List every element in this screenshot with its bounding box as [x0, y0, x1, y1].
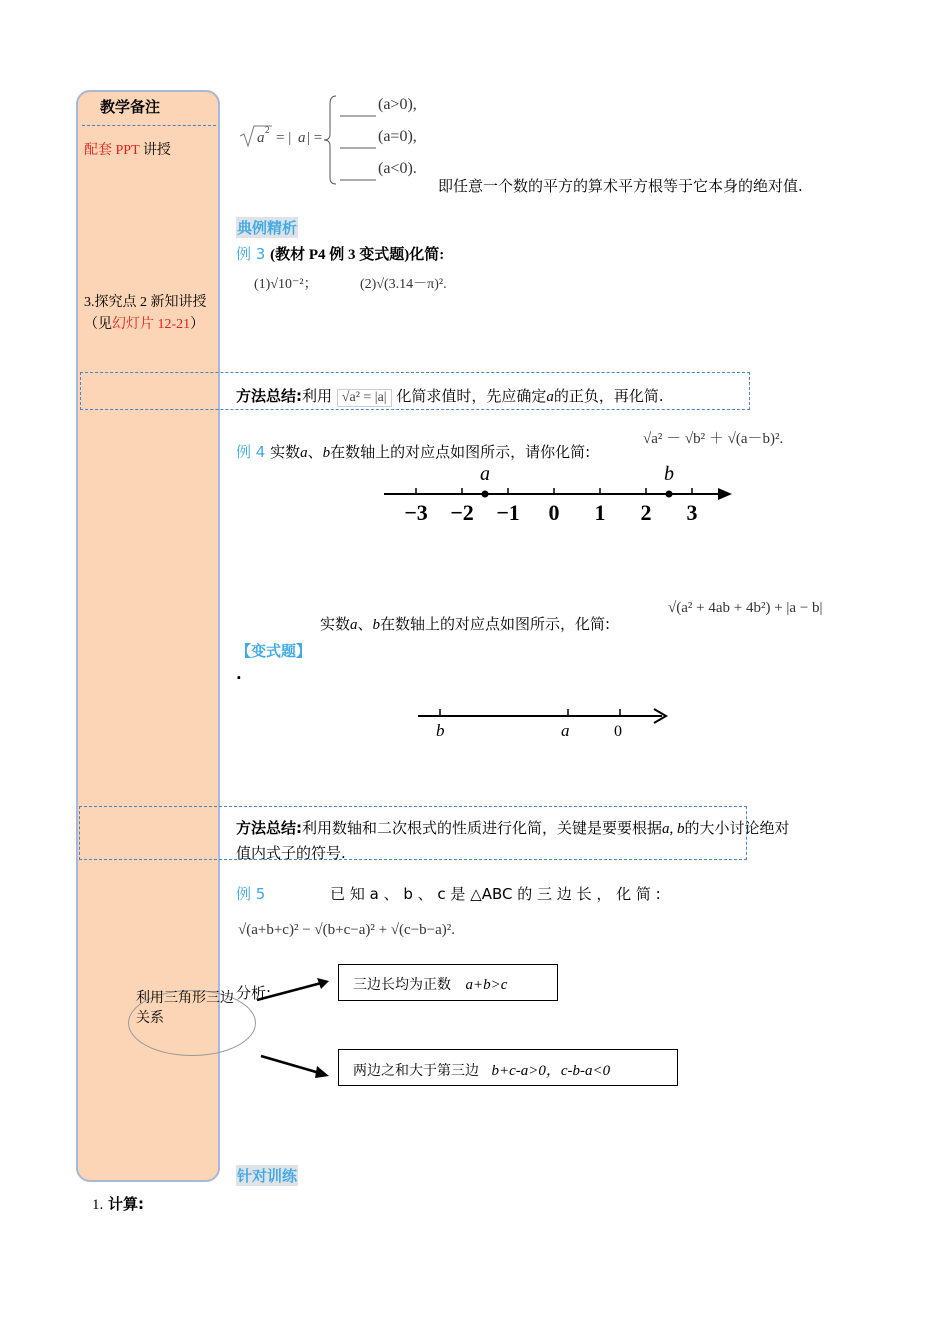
- box-2-expr: b+c-a>0，c-b-a<0: [491, 1063, 611, 1079]
- tick-label-2: 2: [640, 500, 652, 525]
- variant-expression: √(a² + 4ab + 4b²) + |a − b|: [668, 600, 823, 616]
- analysis-arrows: [255, 970, 345, 1090]
- case-1: (a>0),: [378, 96, 417, 113]
- box-1-text: 三边长均为正数: [353, 977, 451, 993]
- method-1-post: 化简求值时，先应确定: [396, 387, 547, 405]
- step-title: 3.探究点 2 新知讲授: [84, 295, 207, 310]
- abs-value-formula: [238, 92, 498, 188]
- bubble-text: 利用三角形三边关系: [136, 990, 234, 1026]
- section-example-header: 典例精析: [237, 219, 298, 237]
- number-line-2: [410, 700, 680, 750]
- analysis-box-2: [338, 1049, 678, 1086]
- method-1-var: a: [546, 389, 554, 405]
- case-3: (a<0).: [378, 160, 417, 177]
- example-3-part-1: (1)√10⁻²；: [254, 277, 318, 292]
- method-2-vars: a, b: [662, 821, 685, 837]
- section-training-header: 针对训练: [237, 1167, 298, 1185]
- label-zero: 0: [614, 723, 622, 740]
- tick-label-3: 3: [686, 500, 698, 525]
- example-4-expression: √a² － √b² ＋ √(a－b)².: [643, 431, 784, 447]
- exercise-1: [92, 1193, 144, 1214]
- example-5-text: [236, 883, 852, 904]
- point-a: [482, 491, 489, 498]
- formula-svg: [238, 92, 498, 188]
- exercise-1-number: 1.: [92, 1197, 104, 1213]
- svg-text:a: a: [257, 130, 265, 146]
- example-4-sep: 、: [307, 443, 323, 461]
- variant-dot: .: [236, 665, 242, 683]
- svg-text:a: a: [298, 130, 306, 146]
- sidebar-divider: [82, 125, 216, 126]
- formula-explanation: 即任意一个数的平方的算术平方根等于它本身的绝对值.: [438, 177, 803, 195]
- method-summary-1: [236, 385, 664, 407]
- sidebar-title: 教学备注: [100, 98, 161, 116]
- method-1-pre: 利用: [302, 387, 333, 405]
- tick-label--2: −2: [450, 500, 474, 525]
- ppt-suffix: 讲授: [139, 143, 171, 158]
- tick-label--3: −3: [404, 500, 428, 525]
- method-2-line2: 值内式子的符号.: [236, 844, 346, 862]
- example-3-title: [236, 243, 444, 264]
- analysis-box-1: [338, 964, 558, 1001]
- exercise-1-label: 计算:: [108, 1195, 145, 1213]
- variant-text: [320, 613, 610, 634]
- point-label-b: b: [664, 463, 674, 485]
- svg-text:= |: = |: [276, 130, 292, 146]
- example-4-label: 例 4: [236, 443, 266, 461]
- point-b: [666, 491, 673, 498]
- tick-label--1: −1: [496, 500, 520, 525]
- method-1-label: 方法总结:: [236, 387, 302, 405]
- example-3-heading: (教材 P4 例 3 变式题)化简:: [270, 247, 445, 263]
- example-3-part-2: (2)√(3.14－π)².: [360, 277, 447, 292]
- example-4-text: [236, 441, 590, 462]
- box-1-expr: a+b>c: [465, 977, 508, 993]
- sidebar-ppt-note: [84, 139, 171, 159]
- case-2: (a=0),: [378, 128, 417, 145]
- variant-pre: 实数: [320, 615, 351, 633]
- slides-range: 幻灯片 12-21: [112, 317, 191, 332]
- number-line-1: [370, 460, 750, 530]
- example-4-pre: 实数: [270, 443, 301, 461]
- tick-label-1: 1: [594, 500, 606, 525]
- variant-a: a: [350, 617, 358, 633]
- example-3-label: 例 3: [236, 245, 266, 263]
- label-b: b: [436, 721, 445, 740]
- point-label-a: a: [480, 463, 490, 485]
- variant-b: b: [372, 617, 381, 633]
- step-open: （见: [84, 317, 112, 332]
- ppt-label: 配套 PPT: [84, 143, 140, 158]
- example-5-statement: 已 知 a 、 b 、 c 是 △ABC 的 三 边 长 ， 化 简 :: [330, 885, 661, 903]
- example-5-label: 例 5: [236, 885, 266, 903]
- example-4-a: a: [300, 445, 308, 461]
- label-a: a: [561, 721, 570, 740]
- method-2-pre: 利用数轴和二次根式的性质进行化简，关键是要要根据: [302, 819, 663, 837]
- analysis-label: 分析:: [236, 984, 272, 1002]
- svg-text:| =: | =: [307, 130, 323, 146]
- sidebar-step-note: [84, 292, 214, 336]
- box-2-text: 两边之和大于第三边: [353, 1063, 479, 1079]
- example-4-post: 在数轴上的对应点如图所示，请你化简:: [330, 443, 591, 461]
- method-1-post2: 的正负，再化简.: [553, 387, 664, 405]
- method-summary-2: [236, 816, 862, 865]
- method-2-post: 的大小讨论绝对: [684, 819, 790, 837]
- example-4-b: b: [322, 445, 331, 461]
- variant-post: 在数轴上的对应点如图所示，化简:: [380, 615, 611, 633]
- svg-text:2: 2: [265, 125, 270, 135]
- step-close: ）: [190, 317, 205, 332]
- variant-sep: 、: [357, 615, 373, 633]
- tick-label-0: 0: [548, 500, 560, 525]
- method-1-formula: √a² = |a|: [337, 389, 392, 407]
- example-5-expression: √(a+b+c)² − √(b+c−a)² + √(c−b−a)².: [238, 922, 456, 938]
- method-2-label: 方法总结:: [236, 819, 302, 837]
- variant-label: 【变式题】: [236, 642, 312, 660]
